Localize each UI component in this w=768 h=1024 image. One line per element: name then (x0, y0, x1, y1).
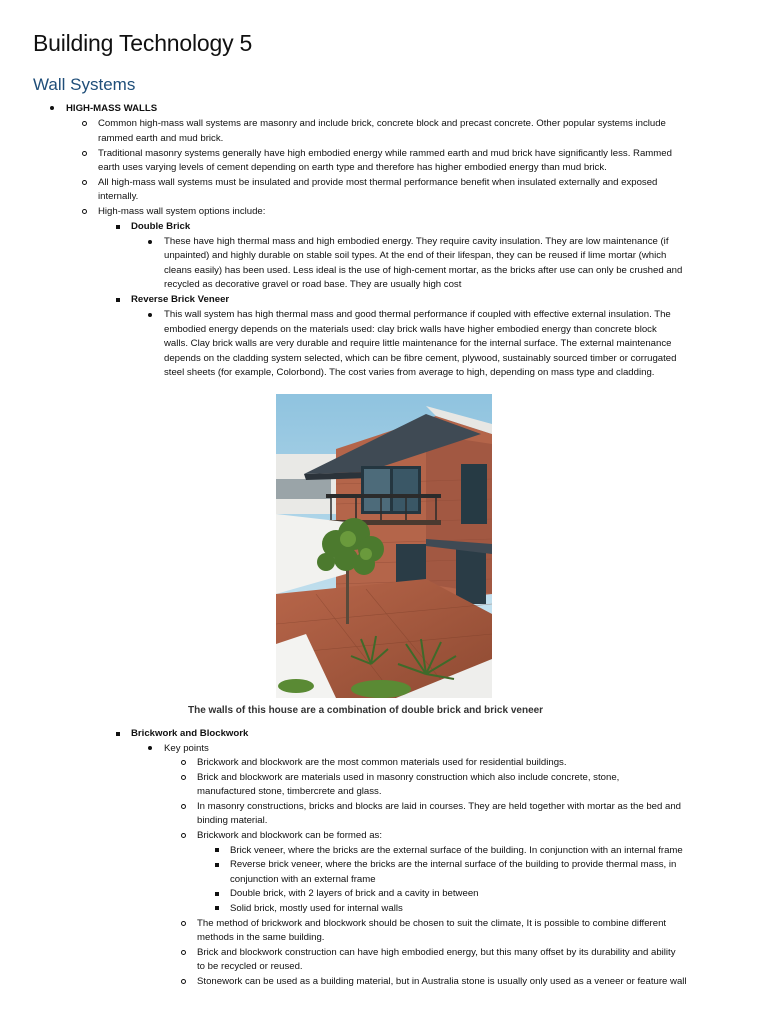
reverse-veneer-heading: Reverse Brick Veneer (131, 294, 230, 305)
brickwork-heading: Brickwork and Blockwork (131, 728, 249, 739)
bullet-circle-icon (181, 921, 186, 926)
high-mass-heading: HIGH-MASS WALLS (66, 103, 158, 114)
brickwork-form-line: Brick veneer, where the bricks are the external surface of the building. In conjunction with an internal frame (230, 845, 683, 856)
high-mass-bullet-line: rammed earth and mud brick. (98, 133, 224, 144)
bullet-circle-icon (181, 775, 186, 780)
bullet-circle-icon (181, 833, 186, 838)
bullet-circle-icon (82, 121, 87, 126)
house-photo (276, 394, 492, 698)
figure-caption: The walls of this house are a combination of double brick and brick veneer (188, 705, 544, 716)
reverse-veneer-line: embodied energy depends on the materials used: clay brick walls have higher embodied energy than concrete block (164, 324, 657, 335)
bullet-square-icon (215, 906, 219, 910)
brickwork-form-line: Reverse brick veneer, where the bricks are the internal surface of the building to provide thermal mass, in (230, 859, 677, 870)
high-mass-bullet-line: High-mass wall system options include: (98, 206, 266, 217)
high-mass-bullet-line: Common high-mass wall systems are masonry and include brick, concrete block and precast concrete. Other popular systems include (98, 118, 666, 129)
brickwork-point-line: Brick and blockwork are materials used in masonry construction which also include concrete, stone, (197, 772, 620, 783)
high-mass-bullet-line: Traditional masonry systems generally have high embodied energy while rammed earth and mud brick have significantly less. Rammed (98, 148, 672, 159)
bullet-disc-icon (148, 313, 152, 317)
section-heading: Wall Systems (33, 75, 136, 94)
reverse-veneer-line: steel sheets (for example, Colorbond). The cost varies from average to high, depending on mass type and cladding. (164, 367, 655, 378)
brickwork-point-line: Brickwork and blockwork are the most common materials used for residential buildings. (197, 757, 567, 768)
bullet-square-icon (215, 892, 219, 896)
page-title: Building Technology 5 (33, 30, 253, 56)
double-brick-heading: Double Brick (131, 221, 191, 232)
bullet-circle-icon (181, 804, 186, 809)
bullet-circle-icon (181, 979, 186, 984)
brickwork-point-line: binding material. (197, 815, 268, 826)
brickwork-point-line: Brick and blockwork construction can have high embodied energy, but this many offset by its durability and ability (197, 947, 676, 958)
bullet-square-icon (116, 732, 120, 736)
bullet-disc-icon (148, 746, 152, 750)
reverse-veneer-line: walls. Clay brick walls are very durable and require little maintenance for the internal surface. The external maintenance (164, 338, 672, 349)
brickwork-point-line: to be recycled or reused. (197, 961, 303, 972)
double-brick-line: cleans easily) has been used. Less ideal is the use of high-cement mortar, as the bricks after use can only be crushed and (164, 265, 683, 276)
reverse-veneer-line: depends on the cladding system selected, which can be fibre cement, plywood, sustainably sourced timber or corrugated (164, 353, 677, 364)
high-mass-bullet-line: internally. (98, 191, 139, 202)
bullet-disc-icon (148, 240, 152, 244)
double-brick-line: recycled as decorative gravel or road base. They are usually high cost (164, 279, 462, 290)
bullet-circle-icon (181, 760, 186, 765)
bullet-circle-icon (181, 950, 186, 955)
high-mass-bullet-line: All high-mass wall systems must be insulated and provide most thermal performance benefit when insulated externally and exposed (98, 177, 658, 188)
brickwork-point-line: Brickwork and blockwork can be formed as: (197, 830, 383, 841)
bullet-circle-icon (82, 180, 87, 185)
high-mass-bullet-line: earth uses varying levels of cement depending on earth type and therefore has higher embodied energy than mud brick. (98, 162, 607, 173)
bullet-square-icon (116, 298, 120, 302)
double-brick-line: These have high thermal mass and high embodied energy. They require cavity insulation. They are low maintenance (if (164, 236, 669, 247)
brickwork-point-line: methods in the same building. (197, 932, 325, 943)
brickwork-point-line: In masonry constructions, bricks and blocks are laid in courses. They are held together with mortar as the bed and (197, 801, 682, 812)
bullet-square-icon (116, 225, 120, 229)
bullet-circle-icon (82, 151, 87, 156)
brickwork-point-line: Stonework can be used as a building material, but in Australia stone is usually only used as a veneer or feature wall (197, 976, 687, 987)
bullet-square-icon (215, 863, 219, 867)
brickwork-point-line: The method of brickwork and blockwork should be chosen to suit the climate, It is possible to combine different (197, 918, 667, 929)
brickwork-form-line: conjunction with an external frame (230, 874, 376, 885)
bullet-disc-icon (50, 106, 54, 110)
brickwork-form-line: Double brick, with 2 layers of brick and a cavity in between (230, 888, 479, 899)
reverse-veneer-line: This wall system has high thermal mass and good thermal performance if coupled with effective external insulation. The (164, 309, 671, 320)
key-points-label: Key points (164, 743, 209, 754)
double-brick-line: unpainted) and highly durable on stable soil types. At the end of their lifespan, they can be reused if lime mortar (which (164, 250, 667, 261)
bullet-circle-icon (82, 209, 87, 214)
bullet-square-icon (215, 848, 219, 852)
brickwork-form-line: Solid brick, mostly used for internal walls (230, 903, 403, 914)
house-illustration (276, 394, 492, 698)
brickwork-point-line: manufactured stone, timbercrete and glass. (197, 786, 382, 797)
